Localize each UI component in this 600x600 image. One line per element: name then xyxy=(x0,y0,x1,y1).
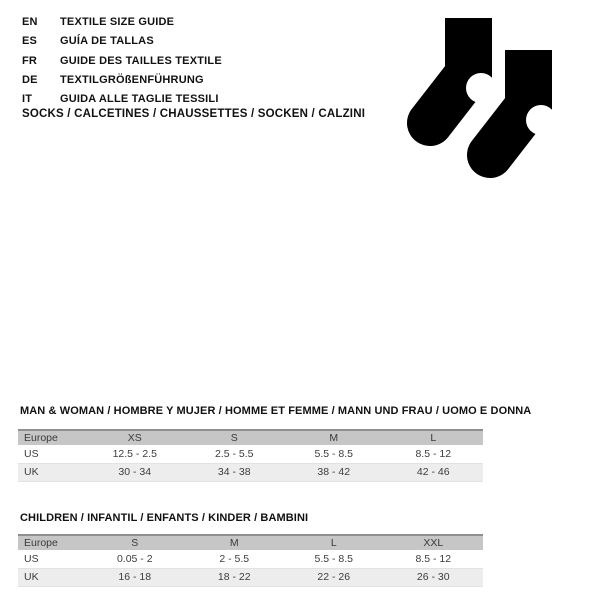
table-title-children: CHILDREN / INFANTIL / ENFANTS / KINDER / BAMBINI xyxy=(20,512,309,524)
size-cell: 0.05 - 2 xyxy=(85,550,185,568)
size-cell: 38 - 42 xyxy=(284,463,384,481)
lang-label: TEXTILE SIZE GUIDE xyxy=(60,16,175,28)
size-cell: 8.5 - 12 xyxy=(384,550,484,568)
table-row-uk xyxy=(18,568,483,586)
size-cell: 26 - 30 xyxy=(384,568,484,586)
lang-code: DE xyxy=(22,73,38,86)
lang-row-fr xyxy=(22,52,222,71)
size-cell: 30 - 34 xyxy=(85,463,185,481)
size-cell: 5.5 - 8.5 xyxy=(284,445,384,463)
lang-code: FR xyxy=(22,54,38,67)
column-header-size: XXL xyxy=(384,535,484,550)
lang-label: GUÍA DE TALLAS xyxy=(60,35,154,48)
table-title-man-woman: MAN & WOMAN / HOMBRE Y MUJER / HOMME ET FEMME / MANN UND FRAU / UOMO E DONNA xyxy=(20,405,532,417)
column-header-europe: Europe xyxy=(18,535,85,550)
size-cell: 22 - 26 xyxy=(284,568,384,586)
lang-code: ES xyxy=(22,35,38,48)
socks-icon xyxy=(400,10,570,185)
size-cell: 2.5 - 5.5 xyxy=(185,445,285,463)
sock-back xyxy=(430,18,496,123)
language-title-list xyxy=(22,13,222,109)
size-cell: 5.5 - 8.5 xyxy=(284,550,384,568)
column-header-size: XS xyxy=(85,430,185,445)
table-row-us xyxy=(18,445,483,463)
size-table-children xyxy=(18,534,483,587)
size-cell: 42 - 46 xyxy=(384,463,484,481)
column-header-size: S xyxy=(85,535,185,550)
lang-label: GUIDA ALLE TAGLIE TESSILI xyxy=(60,93,219,106)
lang-label: GUIDE DES TAILLES TEXTILE xyxy=(60,54,222,67)
size-table-man-woman xyxy=(18,429,483,482)
column-header-size: L xyxy=(384,430,484,445)
row-label: US xyxy=(18,445,85,463)
size-cell: 18 - 22 xyxy=(185,568,285,586)
size-cell: 16 - 18 xyxy=(85,568,185,586)
table-header-row xyxy=(18,535,483,550)
size-cell: 2 - 5.5 xyxy=(185,550,285,568)
lang-code: EN xyxy=(22,16,38,28)
category-heading: SOCKS / CALCETINES / CHAUSSETTES / SOCKEN / CALZINI xyxy=(22,108,366,120)
lang-row-de xyxy=(22,71,222,90)
lang-row-es xyxy=(22,32,222,51)
column-header-size: M xyxy=(284,430,384,445)
row-label: UK xyxy=(18,463,85,481)
column-header-size: L xyxy=(284,535,384,550)
size-cell: 34 - 38 xyxy=(185,463,285,481)
size-cell: 12.5 - 2.5 xyxy=(85,445,185,463)
table-row-uk xyxy=(18,463,483,481)
row-label: US xyxy=(18,550,85,568)
lang-label: TEXTILGRÖßENFÜHRUNG xyxy=(60,73,204,86)
lang-code: IT xyxy=(22,93,33,106)
table-row-us xyxy=(18,550,483,568)
lang-row-en xyxy=(22,13,222,32)
table-header-row xyxy=(18,430,483,445)
column-header-europe: Europe xyxy=(18,430,85,445)
row-label: UK xyxy=(18,568,85,586)
column-header-size: S xyxy=(185,430,285,445)
size-cell: 8.5 - 12 xyxy=(384,445,484,463)
column-header-size: M xyxy=(185,535,285,550)
